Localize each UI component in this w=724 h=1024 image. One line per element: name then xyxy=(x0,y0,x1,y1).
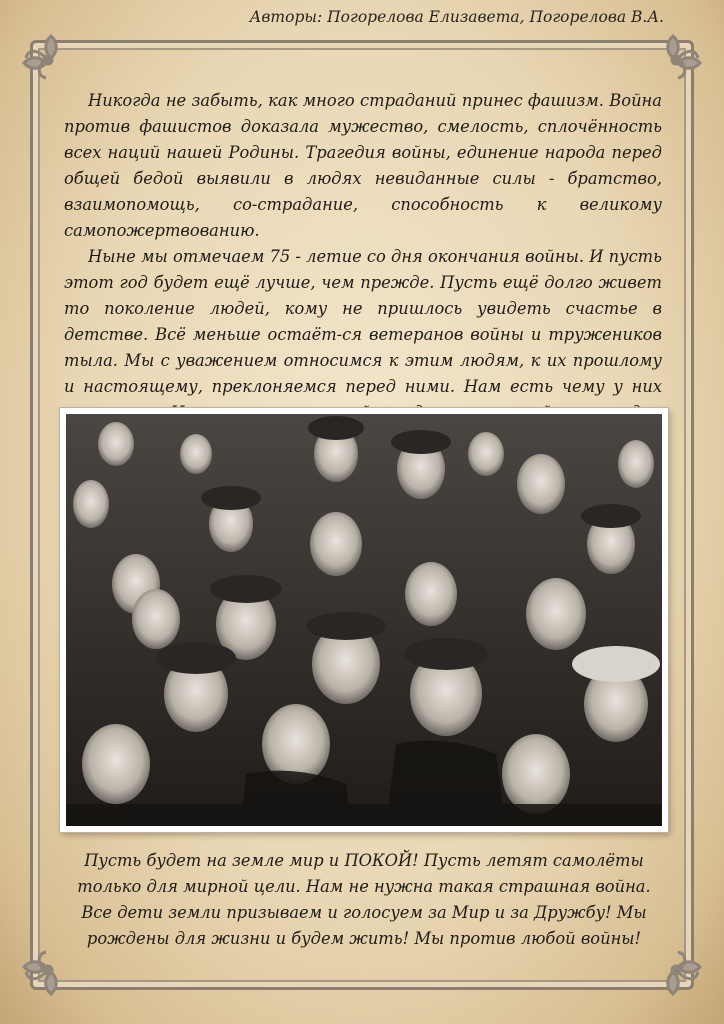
closing-paragraph: Пусть будет на земле мир и ПОКОЙ! Пусть летят самолёты только для мирной цели. Нам не нужна такая страшная война. Все дети земли призываем и голосуем за Мир и за Дружбу! Мы рождены для жизни и будем жить! Мы против любой войны! xyxy=(77,851,651,948)
photo-frame xyxy=(60,408,668,832)
closing-text xyxy=(70,848,658,952)
crowd-of-children-photo xyxy=(66,414,662,826)
intro-paragraph-1: Никогда не забыть, как много страданий принес фашизм. Война против фашистов доказала мужество, смелость, сплочённость всех наций нашей Родины. Трагедия войны, единение народа перед общей бедой выявили в людях невиданные силы - братство, взаимопомощь, со-страдание, способность к великому самопожертвованию. xyxy=(64,91,662,240)
intro-text xyxy=(64,88,662,452)
authors-line: Авторы: Погорелова Елизавета, Погорелова В.А. xyxy=(249,8,664,26)
intro-paragraph-2: Ныне мы отмечаем 75 - летие со дня окончания войны. И пусть этот год будет ещё лучше, чем прежде. Пусть ещё долго живет то поколение людей, кому не пришлось увидеть счастье в детстве. Всё меньше остаёт-ся ветеранов войны и тружеников тыла. Мы с уважением относимся к этим людям, к их прошлому и настоящему, преклоняемся перед ними. Нам есть чему у них xyxy=(64,247,662,396)
